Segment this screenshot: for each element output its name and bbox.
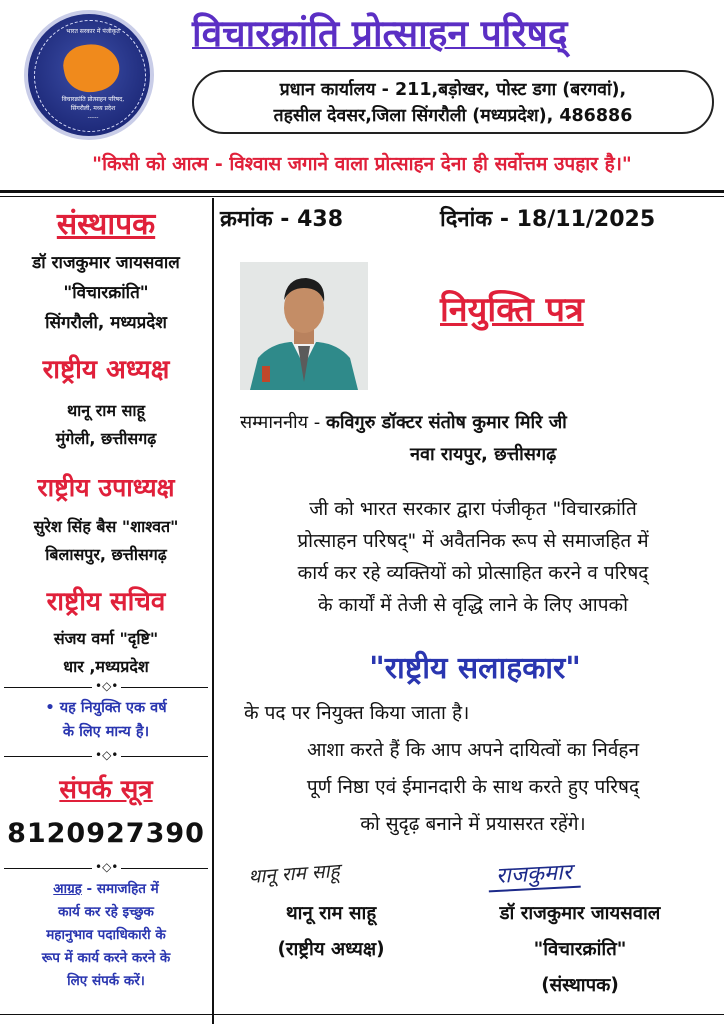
after-line-1: के पद पर नियुक्त किया जाता है। xyxy=(244,702,470,724)
sidebar-divider xyxy=(4,860,208,874)
sidebar-divider xyxy=(4,679,208,693)
logo-inner-text-2: सिंगरौली, मध्य प्रदेश xyxy=(70,105,116,112)
president-sign-name: थानू राम साहू xyxy=(285,903,377,924)
issue-date: दिनांक - 18/11/2025 xyxy=(440,207,656,232)
appeal-line-5: लिए संपर्क करें। xyxy=(67,973,145,989)
logo-inner-text-1: विचारक्रांति प्रोत्साहन परिषद, xyxy=(61,96,125,103)
body-line-2: प्रोत्साहन परिषद्" में अवैतनिक रूप से समाजहित में xyxy=(297,530,649,552)
president-heading: राष्ट्रीय अध्यक्ष xyxy=(42,355,170,385)
validity-line-1: • यह नियुक्ति एक वर्ष xyxy=(45,700,167,716)
founder-signature: राजकुमार xyxy=(487,856,580,893)
after-line-3: पूर्ण निष्ठा एवं ईमानदारी के साथ करते हुए परिषद् xyxy=(306,776,640,798)
founder-sign-name: डॉ राजकुमार जायसवाल xyxy=(499,903,661,924)
logo-arc-text: भारत सरकार में पंजीकृत xyxy=(66,28,120,35)
sidebar-divider xyxy=(4,748,208,762)
appeal-line-3: महानुभाव पदाधिकारी के xyxy=(46,927,166,943)
body-line-1: जी को भारत सरकार द्वारा पंजीकृत "विचारक्रांति xyxy=(309,498,637,520)
appeal-line-2: कार्य कर रहे इच्छुक xyxy=(58,904,154,920)
recipient-place: नवा रायपुर, छत्तीसगढ़ xyxy=(410,444,557,465)
secretary-place: धार ,मध्यप्रदेश xyxy=(63,657,149,676)
founder-sign-alias: "विचारक्रांति" xyxy=(533,939,627,960)
president-name: थानू राम साहू xyxy=(66,401,146,420)
vice-president-heading: राष्ट्रीय उपाध्यक्ष xyxy=(37,473,175,502)
divider-ornament: •◇• xyxy=(92,748,121,762)
honor-prefix: सम्माननीय - xyxy=(240,412,326,433)
appeal-text: - समाजहित में xyxy=(81,881,159,897)
divider-ornament: •◇• xyxy=(92,860,121,874)
organization-title: विचारक्रांति प्रोत्साहन परिषद् xyxy=(192,12,568,55)
founder-heading: संस्थापक xyxy=(56,207,156,242)
address-box xyxy=(192,70,714,134)
body-line-4: के कार्यों में तेजी से वृद्धि लाने के लिए आपको xyxy=(317,594,629,616)
contact-number[interactable]: 8120927390 xyxy=(7,818,205,849)
recipient-name: कविगुरु डॉक्टर संतोष कुमार मिरि जी xyxy=(326,412,567,433)
appeal-line-1 xyxy=(0,878,212,901)
after-line-4: को सुदृढ़ बनाने में प्रयासरत रहेंगे। xyxy=(360,813,586,835)
logo-inner-text-3: ----- xyxy=(87,114,99,121)
president-place: मुंगेली, छत्तीसगढ़ xyxy=(55,429,157,448)
secretary-heading: राष्ट्रीय सचिव xyxy=(46,587,166,617)
validity-line-2: के लिए मान्य है। xyxy=(62,724,150,740)
address-line-2: तहसील देवसर,जिला सिंगरौली (मध्यप्रदेश), 486886 xyxy=(273,106,633,126)
footer-divider xyxy=(0,1014,724,1015)
founder-alias: "विचारक्रांति" xyxy=(63,283,149,303)
after-line-2: आशा करते हैं कि आप अपने दायित्वों का निर्वहन xyxy=(306,739,640,761)
secretary-name: संजय वर्मा "दृष्टि" xyxy=(53,629,159,648)
recipient-line xyxy=(240,408,567,438)
founder-place: सिंगरौली, मध्यप्रदेश xyxy=(45,313,167,333)
appeal-label: आग्रह xyxy=(53,881,82,897)
letter-title: नियुक्ति पत्र xyxy=(440,290,584,330)
appeal-line-4: रूप में कार्य करने करने के xyxy=(41,950,171,966)
body-line-3: कार्य कर रहे व्यक्तियों को प्रोत्साहित करने व परिषद् xyxy=(297,562,649,584)
portrait-graphic xyxy=(240,262,368,390)
founder-sign-role: (संस्थापक) xyxy=(541,975,619,996)
vice-president-place: बिलासपुर, छत्तीसगढ़ xyxy=(45,545,167,564)
founder-name: डॉ राजकुमार जायसवाल xyxy=(32,253,180,273)
president-signature: थानू राम साहू xyxy=(247,859,341,889)
recipient-photo xyxy=(240,262,368,390)
appointed-post: "राष्ट्रीय सलाहकार" xyxy=(369,651,581,686)
vice-president-name: सुरेश सिंह बैस "शाश्वत" xyxy=(33,517,179,536)
contact-heading: संपर्क सूत्र xyxy=(59,775,153,805)
address-line-1: प्रधान कार्यालय - 211,बड़ोखर, पोस्ट डगा (बरगवां), xyxy=(279,80,627,100)
organization-logo xyxy=(24,10,154,140)
serial-number: क्रमांक - 438 xyxy=(220,207,344,232)
header-divider xyxy=(0,190,724,193)
motto: "किसी को आत्म - विश्वास जगाने वाला प्रोत्साहन देना ही सर्वोत्तम उपहार है।" xyxy=(92,153,632,175)
header-divider-thin xyxy=(0,196,724,197)
sidebar-separator xyxy=(212,198,214,1024)
divider-ornament: •◇• xyxy=(92,679,121,693)
president-sign-role: (राष्ट्रीय अध्यक्ष) xyxy=(277,939,385,960)
